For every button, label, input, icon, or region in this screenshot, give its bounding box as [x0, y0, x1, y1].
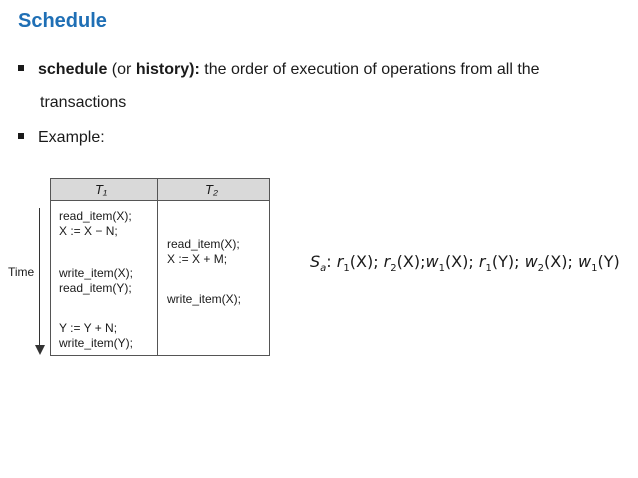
example-label: Example: — [38, 129, 105, 146]
op-type: r — [383, 252, 391, 271]
header-t1: T₁ — [95, 182, 108, 197]
schedule-expression — [310, 252, 620, 274]
op-separator: ; — [567, 252, 578, 271]
op-separator: ; — [468, 252, 479, 271]
op-type: w — [577, 252, 592, 271]
schedule-name: S — [310, 252, 321, 271]
op-transaction: 2 — [537, 263, 545, 275]
op-item: (Y) — [491, 252, 515, 271]
op-separator: ; — [514, 252, 525, 271]
time-label: Time — [8, 265, 35, 279]
schedule-op — [524, 252, 578, 275]
column-divider — [157, 179, 158, 355]
term-mid: (or — [107, 61, 136, 78]
t2-op: X := X + M; — [167, 252, 228, 266]
definition-continuation: transactions — [40, 94, 127, 111]
op-type: r — [336, 252, 344, 271]
schedule-name-sub: a — [320, 263, 327, 275]
op-separator: ; — [420, 252, 426, 271]
term-schedule: schedule — [38, 61, 108, 78]
op-item: (X) — [349, 252, 374, 271]
t1-op: Y := Y + N; — [59, 321, 118, 335]
schedule-op — [577, 252, 620, 275]
schedule-sep: : — [326, 252, 337, 271]
op-item: (X) — [544, 252, 568, 271]
op-separator: ; — [373, 252, 384, 271]
definition-text: the order of execution of operations from all the — [199, 61, 540, 78]
t2-op: write_item(X); — [167, 292, 242, 306]
bullet-square-icon — [18, 65, 24, 71]
bullet-definition — [18, 60, 540, 80]
slide-title: Schedule — [18, 10, 107, 32]
op-type: w — [425, 252, 439, 271]
table-header-row — [51, 179, 269, 201]
t1-op: read_item(Y); — [59, 281, 132, 295]
t2-op: read_item(X); — [167, 237, 240, 251]
down-arrow-icon — [35, 345, 45, 355]
op-transaction: 2 — [390, 263, 397, 275]
schedule-op — [478, 252, 525, 275]
schedule-table — [50, 178, 270, 356]
op-transaction: 1 — [343, 263, 350, 275]
op-item: (Y) — [597, 252, 620, 271]
t1-op: write_item(Y); — [59, 336, 134, 350]
op-type: r — [478, 252, 486, 271]
bullet-square-icon — [18, 133, 24, 139]
op-transaction: 1 — [591, 263, 598, 275]
header-t2: T₂ — [205, 182, 218, 197]
term-history: history): — [135, 61, 200, 78]
op-transaction: 1 — [485, 263, 492, 275]
time-axis-line — [39, 208, 40, 346]
schedule-op — [425, 252, 479, 275]
op-item: (X) — [396, 252, 421, 271]
op-transaction: 1 — [438, 263, 445, 275]
schedule-op — [336, 252, 384, 275]
bullet-example — [18, 128, 105, 148]
t1-op: read_item(X); — [59, 209, 132, 223]
t1-op: write_item(X); — [59, 266, 134, 280]
schedule-op — [383, 252, 426, 275]
t1-op: X := X − N; — [59, 224, 118, 238]
op-item: (X) — [444, 252, 469, 271]
op-type: w — [524, 252, 538, 271]
schedule-ops — [336, 252, 620, 275]
